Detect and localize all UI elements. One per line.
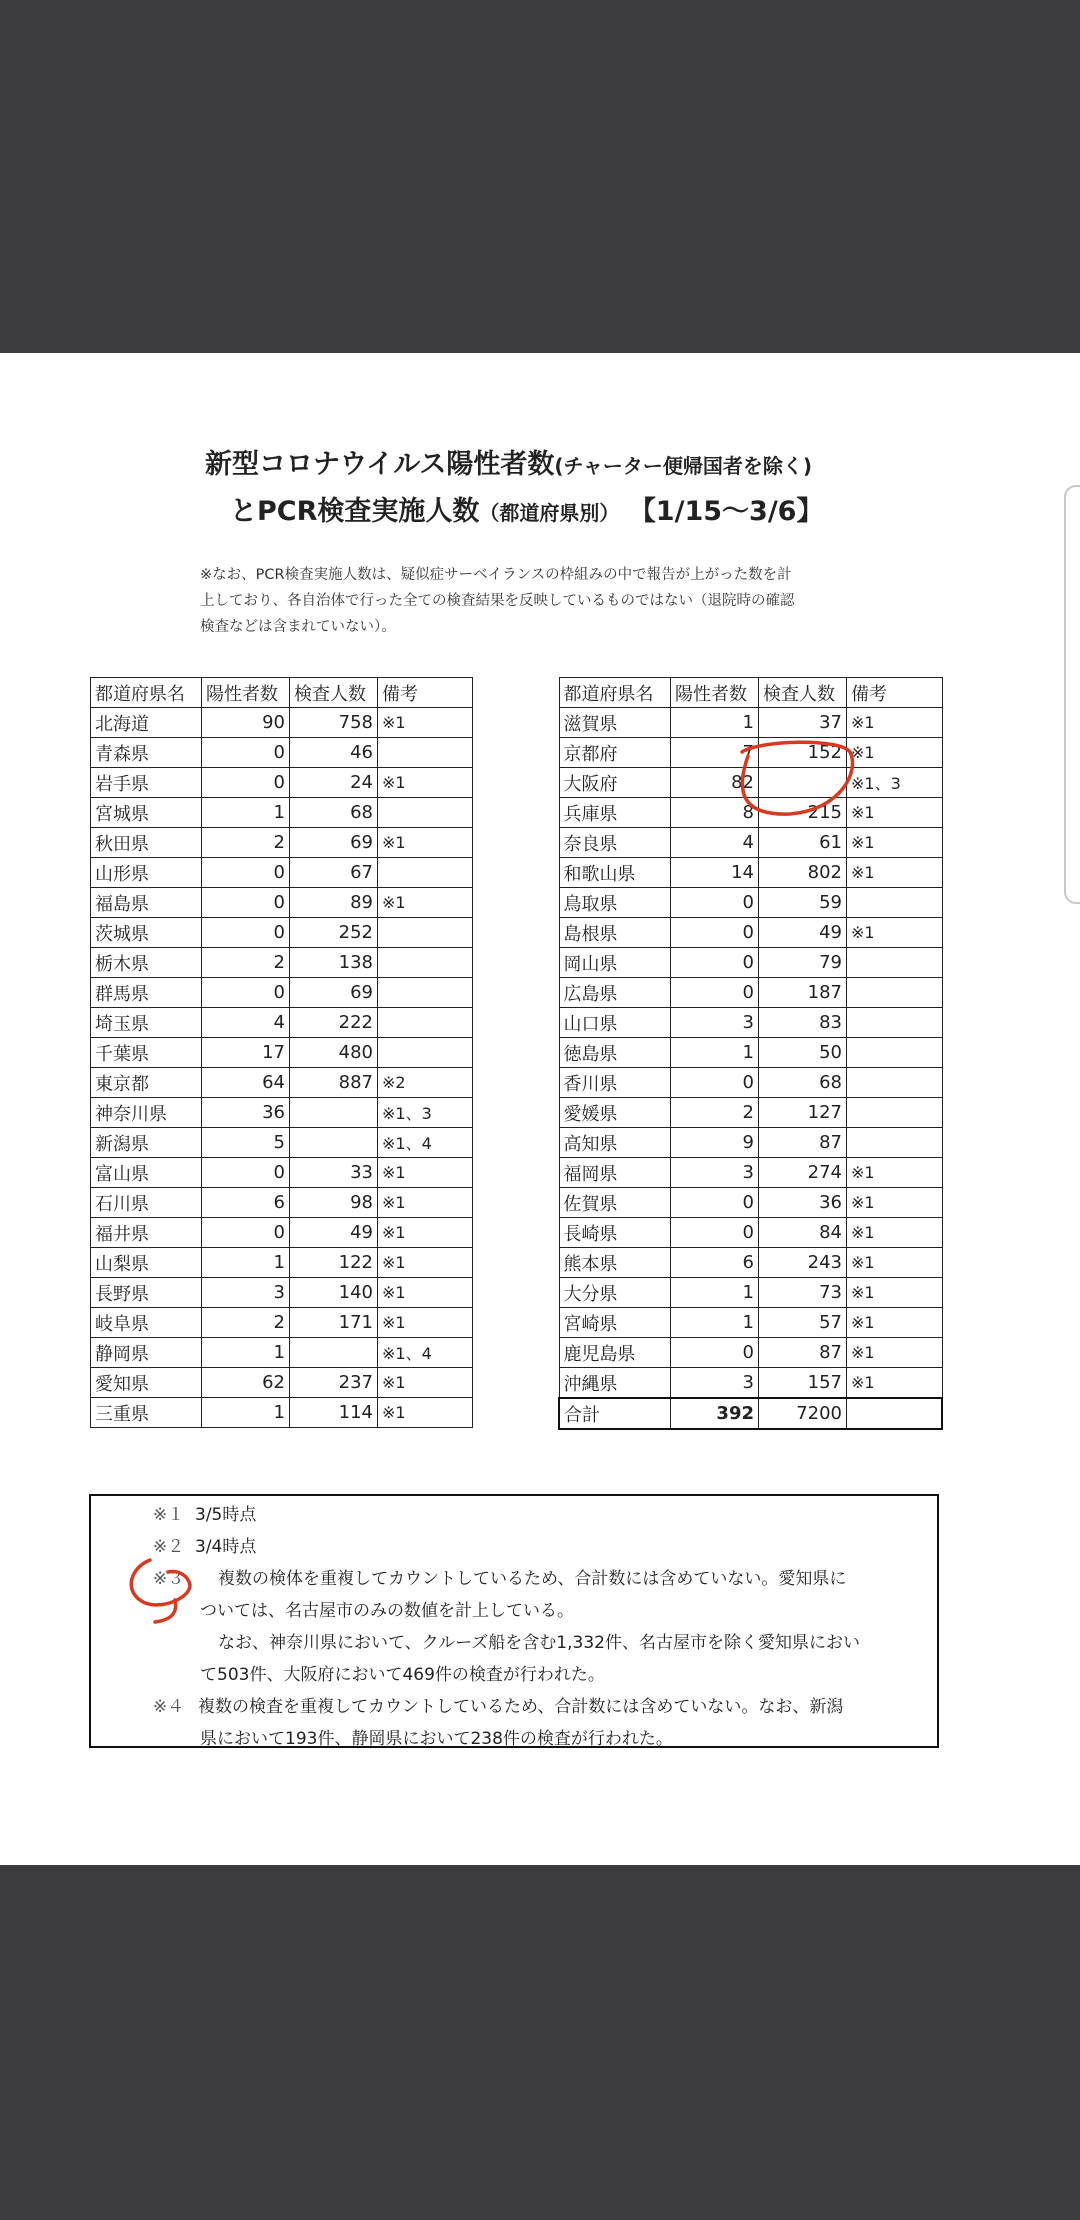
tested-count-cell: 46 xyxy=(290,738,378,768)
prefecture-name-cell: 熊本県 xyxy=(559,1248,671,1278)
column-header: 検査人数 xyxy=(759,678,847,708)
remarks-cell xyxy=(378,798,473,828)
tested-count-cell: 36 xyxy=(759,1188,847,1218)
table-row xyxy=(559,1038,942,1068)
prefecture-name-cell: 兵庫県 xyxy=(559,798,671,828)
document-title-line1 xyxy=(205,442,812,481)
remarks-cell: ※1 xyxy=(378,1368,473,1398)
remarks-cell xyxy=(378,738,473,768)
prefecture-name-cell: 鳥取県 xyxy=(559,888,671,918)
positive-count-cell: 0 xyxy=(202,978,290,1008)
table-row xyxy=(91,858,473,888)
remarks-cell: ※1 xyxy=(378,1188,473,1218)
positive-count-cell: 0 xyxy=(671,918,759,948)
table-row xyxy=(559,1188,942,1218)
column-header: 備考 xyxy=(378,678,473,708)
table-row xyxy=(91,768,473,798)
footnote-3-line: なお、神奈川県において、クルーズ船を含む1,332件、名古屋市を除く愛知県におい xyxy=(218,1633,860,1653)
remarks-cell xyxy=(847,1008,943,1038)
table-row xyxy=(91,1218,473,1248)
remarks-cell: ※1、4 xyxy=(378,1338,473,1368)
positive-count-cell: 0 xyxy=(202,1158,290,1188)
tested-count-cell: 73 xyxy=(759,1278,847,1308)
tested-count-cell: 87 xyxy=(759,1338,847,1368)
tested-count-cell: 140 xyxy=(290,1278,378,1308)
prefecture-name-cell: 島根県 xyxy=(559,918,671,948)
table-row xyxy=(91,1368,473,1398)
remarks-cell: ※2 xyxy=(378,1068,473,1098)
footnote-1-key: ※１ xyxy=(153,1505,185,1525)
note-paragraph xyxy=(200,562,870,640)
table-row xyxy=(559,918,942,948)
table-row xyxy=(559,1008,942,1038)
table-row xyxy=(559,1338,942,1368)
positive-count-cell: 1 xyxy=(202,1248,290,1278)
remarks-cell: ※1 xyxy=(378,1248,473,1278)
remarks-cell xyxy=(378,1038,473,1068)
prefecture-name-cell: 山口県 xyxy=(559,1008,671,1038)
title-sub: (チャーター便帰国者を除く) xyxy=(554,454,813,478)
table-row xyxy=(91,708,473,738)
remarks-cell: ※1 xyxy=(847,1338,943,1368)
table-row xyxy=(559,798,942,828)
prefecture-name-cell: 岡山県 xyxy=(559,948,671,978)
positive-count-cell: 0 xyxy=(671,1068,759,1098)
tested-count-cell: 274 xyxy=(759,1158,847,1188)
table-row xyxy=(91,1158,473,1188)
tested-count-cell: 157 xyxy=(759,1368,847,1399)
table-row xyxy=(91,1128,473,1158)
tested-count-cell: 480 xyxy=(290,1038,378,1068)
footnote-3-line: ついては、名古屋市のみの数値を計上している。 xyxy=(200,1601,574,1621)
positive-count-cell: 1 xyxy=(202,1398,290,1428)
positive-count-cell: 0 xyxy=(202,858,290,888)
table-row xyxy=(559,1068,942,1098)
total-positive-cell: 392 xyxy=(671,1398,759,1429)
positive-count-cell: 3 xyxy=(202,1278,290,1308)
table-row xyxy=(91,1398,473,1428)
tested-count-cell: 152 xyxy=(759,738,847,768)
column-header: 都道府県名 xyxy=(559,678,671,708)
tested-count-cell: 57 xyxy=(759,1308,847,1338)
prefecture-name-cell: 和歌山県 xyxy=(559,858,671,888)
positive-count-cell: 9 xyxy=(671,1128,759,1158)
prefecture-name-cell: 鹿児島県 xyxy=(559,1338,671,1368)
positive-count-cell: 0 xyxy=(671,1218,759,1248)
tested-count-cell: 215 xyxy=(759,798,847,828)
positive-count-cell: 90 xyxy=(202,708,290,738)
tested-count-cell: 69 xyxy=(290,978,378,1008)
table-header-row xyxy=(559,678,942,708)
footnote-3-line: 複数の検体を重複してカウントしているため、合計数には含めていない。愛知県に xyxy=(218,1569,847,1589)
footnote-2-text: 3/4時点 xyxy=(195,1537,257,1557)
table-row xyxy=(91,1248,473,1278)
tested-count-cell: 758 xyxy=(290,708,378,738)
positive-count-cell: 3 xyxy=(671,1158,759,1188)
remarks-cell: ※1、4 xyxy=(378,1128,473,1158)
positive-count-cell: 62 xyxy=(202,1368,290,1398)
table-row xyxy=(91,1278,473,1308)
prefecture-name-cell: 大分県 xyxy=(559,1278,671,1308)
tested-count-cell: 122 xyxy=(290,1248,378,1278)
positive-count-cell: 0 xyxy=(202,888,290,918)
positive-count-cell: 64 xyxy=(202,1068,290,1098)
prefecture-name-cell: 埼玉県 xyxy=(91,1008,202,1038)
prefecture-name-cell: 新潟県 xyxy=(91,1128,202,1158)
remarks-cell: ※1 xyxy=(847,828,943,858)
prefecture-name-cell: 佐賀県 xyxy=(559,1188,671,1218)
prefecture-name-cell: 宮城県 xyxy=(91,798,202,828)
tested-count-cell: 237 xyxy=(290,1368,378,1398)
remarks-cell: ※1 xyxy=(847,1248,943,1278)
remarks-cell xyxy=(847,1128,943,1158)
table-row xyxy=(91,1068,473,1098)
table-row xyxy=(91,1188,473,1218)
tested-count-cell: 68 xyxy=(759,1068,847,1098)
table-row xyxy=(559,1158,942,1188)
prefecture-name-cell: 群馬県 xyxy=(91,978,202,1008)
footnote-4-key: ※４ xyxy=(153,1697,185,1717)
prefecture-name-cell: 福島県 xyxy=(91,888,202,918)
table-row xyxy=(91,1338,473,1368)
prefecture-name-cell: 石川県 xyxy=(91,1188,202,1218)
prefecture-name-cell: 徳島県 xyxy=(559,1038,671,1068)
positive-count-cell: 2 xyxy=(202,948,290,978)
table-row xyxy=(559,828,942,858)
remarks-cell: ※1 xyxy=(378,768,473,798)
positive-count-cell: 8 xyxy=(671,798,759,828)
remarks-cell: ※1 xyxy=(378,1218,473,1248)
title-main-2: とPCR検査実施人数 xyxy=(230,496,480,527)
remarks-cell xyxy=(378,918,473,948)
remarks-cell: ※1 xyxy=(378,828,473,858)
footnote-1-text: 3/5時点 xyxy=(195,1505,257,1525)
tested-count-cell xyxy=(290,1338,378,1368)
positive-count-cell: 3 xyxy=(671,1368,759,1399)
remarks-cell: ※1 xyxy=(378,1398,473,1428)
total-remarks-cell xyxy=(847,1398,943,1429)
tested-count-cell: 49 xyxy=(290,1218,378,1248)
tested-count-cell xyxy=(759,768,847,798)
prefecture-name-cell: 京都府 xyxy=(559,738,671,768)
tested-count-cell: 79 xyxy=(759,948,847,978)
positive-count-cell: 1 xyxy=(202,798,290,828)
footnote-2-key: ※２ xyxy=(153,1537,185,1557)
prefecture-name-cell: 秋田県 xyxy=(91,828,202,858)
remarks-cell xyxy=(378,978,473,1008)
table-row xyxy=(91,948,473,978)
remarks-cell: ※1 xyxy=(847,798,943,828)
table-row xyxy=(91,918,473,948)
tested-count-cell: 802 xyxy=(759,858,847,888)
table-row xyxy=(559,1128,942,1158)
remarks-cell xyxy=(847,1038,943,1068)
prefecture-name-cell: 山形県 xyxy=(91,858,202,888)
remarks-cell xyxy=(378,858,473,888)
tested-count-cell: 887 xyxy=(290,1068,378,1098)
table-row xyxy=(559,888,942,918)
positive-count-cell: 0 xyxy=(202,768,290,798)
tested-count-cell: 84 xyxy=(759,1218,847,1248)
table-row xyxy=(91,1038,473,1068)
remarks-cell xyxy=(847,948,943,978)
tested-count-cell: 37 xyxy=(759,708,847,738)
remarks-cell xyxy=(847,888,943,918)
note-line: 検査などは含まれていない）。 xyxy=(200,619,396,635)
column-header: 備考 xyxy=(847,678,943,708)
table-row xyxy=(91,828,473,858)
table-row xyxy=(91,888,473,918)
positive-count-cell: 36 xyxy=(202,1098,290,1128)
footnote-3-line: て503件、大阪府において469件の検査が行われた。 xyxy=(200,1665,605,1685)
column-header: 陽性者数 xyxy=(671,678,759,708)
tested-count-cell: 24 xyxy=(290,768,378,798)
table-row xyxy=(559,1098,942,1128)
positive-count-cell: 1 xyxy=(671,1308,759,1338)
prefecture-name-cell: 岩手県 xyxy=(91,768,202,798)
tested-count-cell: 98 xyxy=(290,1188,378,1218)
tested-count-cell: 59 xyxy=(759,888,847,918)
tested-count-cell: 69 xyxy=(290,828,378,858)
positive-count-cell: 2 xyxy=(671,1098,759,1128)
prefecture-name-cell: 神奈川県 xyxy=(91,1098,202,1128)
column-header: 都道府県名 xyxy=(91,678,202,708)
positive-count-cell: 1 xyxy=(671,708,759,738)
remarks-cell: ※1 xyxy=(378,708,473,738)
footnote-4-line: 県において193件、静岡県において238件の検査が行われた。 xyxy=(200,1729,673,1749)
tested-count-cell: 87 xyxy=(759,1128,847,1158)
tested-count-cell: 49 xyxy=(759,918,847,948)
remarks-cell: ※1 xyxy=(378,888,473,918)
prefecture-name-cell: 福井県 xyxy=(91,1218,202,1248)
positive-count-cell: 0 xyxy=(202,918,290,948)
tested-count-cell: 83 xyxy=(759,1008,847,1038)
prefecture-name-cell: 東京都 xyxy=(91,1068,202,1098)
positive-count-cell: 1 xyxy=(671,1278,759,1308)
footnote-4-line: 複数の検査を重複してカウントしているため、合計数には含めていない。なお、新潟 xyxy=(198,1697,844,1717)
positive-count-cell: 0 xyxy=(671,1338,759,1368)
remarks-cell: ※1 xyxy=(378,1308,473,1338)
remarks-cell: ※1 xyxy=(847,918,943,948)
prefecture-name-cell: 長崎県 xyxy=(559,1218,671,1248)
positive-count-cell: 6 xyxy=(671,1248,759,1278)
positive-count-cell: 14 xyxy=(671,858,759,888)
positive-count-cell: 82 xyxy=(671,768,759,798)
table-row xyxy=(559,1368,942,1399)
prefecture-name-cell: 青森県 xyxy=(91,738,202,768)
left-prefecture-table xyxy=(90,677,473,1428)
tested-count-cell: 243 xyxy=(759,1248,847,1278)
prefecture-name-cell: 茨城県 xyxy=(91,918,202,948)
footnote-3-key: ※３ xyxy=(153,1569,185,1589)
positive-count-cell: 0 xyxy=(202,1218,290,1248)
remarks-cell: ※1 xyxy=(847,708,943,738)
prefecture-name-cell: 高知県 xyxy=(559,1128,671,1158)
prefecture-name-cell: 奈良県 xyxy=(559,828,671,858)
prefecture-name-cell: 大阪府 xyxy=(559,768,671,798)
prefecture-name-cell: 長野県 xyxy=(91,1278,202,1308)
tested-count-cell: 67 xyxy=(290,858,378,888)
note-line: ※なお、PCR検査実施人数は、疑似症サーベイランスの枠組みの中で報告が上がった数を計 xyxy=(200,567,792,583)
tested-count-cell: 61 xyxy=(759,828,847,858)
title-sub-2: （都道府県別） xyxy=(479,501,620,525)
positive-count-cell: 0 xyxy=(202,738,290,768)
prefecture-name-cell: 三重県 xyxy=(91,1398,202,1428)
tested-count-cell: 222 xyxy=(290,1008,378,1038)
table-row xyxy=(559,708,942,738)
prefecture-name-cell: 愛知県 xyxy=(91,1368,202,1398)
table-row xyxy=(559,978,942,1008)
total-row xyxy=(559,1398,942,1429)
positive-count-cell: 1 xyxy=(671,1038,759,1068)
total-label-cell: 合計 xyxy=(559,1398,671,1429)
tested-count-cell xyxy=(290,1098,378,1128)
note-line: 上しており、各自治体で行った全ての検査結果を反映しているものではない（退院時の確認 xyxy=(200,593,795,609)
table-header-row xyxy=(91,678,473,708)
prefecture-name-cell: 山梨県 xyxy=(91,1248,202,1278)
remarks-cell xyxy=(378,948,473,978)
table-row xyxy=(91,798,473,828)
title-main: 新型コロナウイルス陽性者数 xyxy=(205,449,555,480)
prefecture-name-cell: 愛媛県 xyxy=(559,1098,671,1128)
scrollbar-handle[interactable] xyxy=(1064,485,1080,904)
document-title-line2 xyxy=(230,489,823,528)
prefecture-name-cell: 福岡県 xyxy=(559,1158,671,1188)
remarks-cell: ※1 xyxy=(847,738,943,768)
positive-count-cell: 0 xyxy=(671,1188,759,1218)
remarks-cell: ※1、3 xyxy=(847,768,943,798)
table-row xyxy=(559,768,942,798)
prefecture-name-cell: 滋賀県 xyxy=(559,708,671,738)
positive-count-cell: 1 xyxy=(202,1338,290,1368)
tested-count-cell: 89 xyxy=(290,888,378,918)
tested-count-cell: 68 xyxy=(290,798,378,828)
positive-count-cell: 2 xyxy=(202,828,290,858)
table-row xyxy=(91,1098,473,1128)
table-row xyxy=(91,1308,473,1338)
prefecture-name-cell: 北海道 xyxy=(91,708,202,738)
remarks-cell: ※1 xyxy=(847,1188,943,1218)
positive-count-cell: 7 xyxy=(671,738,759,768)
remarks-cell xyxy=(847,1098,943,1128)
column-header: 検査人数 xyxy=(290,678,378,708)
remarks-cell: ※1 xyxy=(847,1218,943,1248)
positive-count-cell: 6 xyxy=(202,1188,290,1218)
positive-count-cell: 0 xyxy=(671,978,759,1008)
tested-count-cell: 33 xyxy=(290,1158,378,1188)
right-prefecture-table xyxy=(558,677,943,1430)
tested-count-cell: 138 xyxy=(290,948,378,978)
prefecture-name-cell: 栃木県 xyxy=(91,948,202,978)
positive-count-cell: 5 xyxy=(202,1128,290,1158)
remarks-cell xyxy=(378,1008,473,1038)
table-row xyxy=(559,1248,942,1278)
table-row xyxy=(559,858,942,888)
positive-count-cell: 17 xyxy=(202,1038,290,1068)
remarks-cell xyxy=(847,978,943,1008)
tested-count-cell: 50 xyxy=(759,1038,847,1068)
tested-count-cell xyxy=(290,1128,378,1158)
prefecture-name-cell: 千葉県 xyxy=(91,1038,202,1068)
remarks-cell: ※1 xyxy=(378,1278,473,1308)
tested-count-cell: 127 xyxy=(759,1098,847,1128)
tested-count-cell: 252 xyxy=(290,918,378,948)
table-row xyxy=(559,738,942,768)
positive-count-cell: 0 xyxy=(671,948,759,978)
tested-count-cell: 114 xyxy=(290,1398,378,1428)
prefecture-name-cell: 静岡県 xyxy=(91,1338,202,1368)
total-tested-cell: 7200 xyxy=(759,1398,847,1429)
remarks-cell: ※1 xyxy=(847,858,943,888)
tested-count-cell: 171 xyxy=(290,1308,378,1338)
table-row xyxy=(559,948,942,978)
table-row xyxy=(559,1218,942,1248)
remarks-cell: ※1 xyxy=(847,1368,943,1399)
table-row xyxy=(91,738,473,768)
table-row xyxy=(91,1008,473,1038)
positive-count-cell: 3 xyxy=(671,1008,759,1038)
prefecture-name-cell: 宮崎県 xyxy=(559,1308,671,1338)
column-header: 陽性者数 xyxy=(202,678,290,708)
positive-count-cell: 2 xyxy=(202,1308,290,1338)
positive-count-cell: 4 xyxy=(202,1008,290,1038)
table-row xyxy=(559,1308,942,1338)
title-period: 【1/15～3/6】 xyxy=(628,496,824,527)
remarks-cell xyxy=(847,1068,943,1098)
remarks-cell: ※1 xyxy=(378,1158,473,1188)
prefecture-name-cell: 広島県 xyxy=(559,978,671,1008)
prefecture-name-cell: 富山県 xyxy=(91,1158,202,1188)
table-row xyxy=(559,1278,942,1308)
prefecture-name-cell: 香川県 xyxy=(559,1068,671,1098)
remarks-cell: ※1 xyxy=(847,1278,943,1308)
remarks-cell: ※1、3 xyxy=(378,1098,473,1128)
positive-count-cell: 0 xyxy=(671,888,759,918)
table-row xyxy=(91,978,473,1008)
remarks-cell: ※1 xyxy=(847,1308,943,1338)
prefecture-name-cell: 沖縄県 xyxy=(559,1368,671,1399)
positive-count-cell: 4 xyxy=(671,828,759,858)
remarks-cell: ※1 xyxy=(847,1158,943,1188)
tested-count-cell: 187 xyxy=(759,978,847,1008)
prefecture-name-cell: 岐阜県 xyxy=(91,1308,202,1338)
